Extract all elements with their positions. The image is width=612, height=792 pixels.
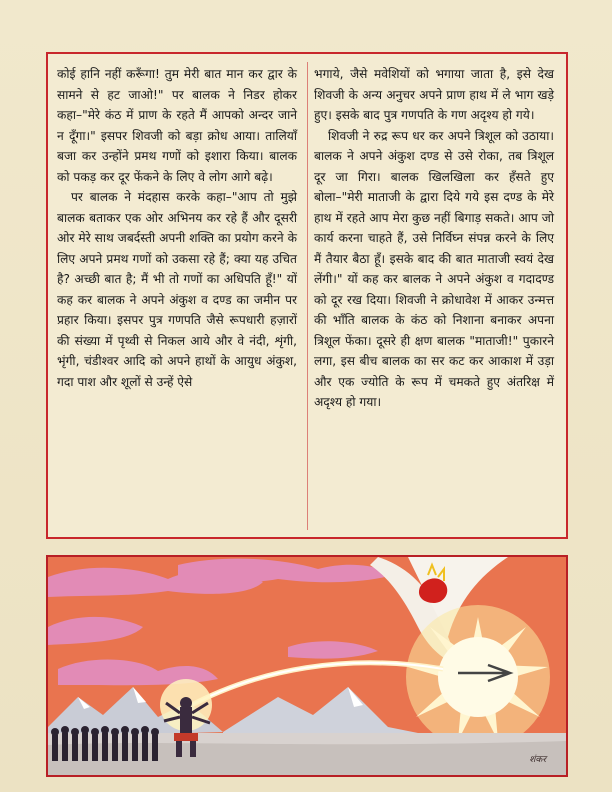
light-burst: [406, 605, 550, 749]
text-panel: [46, 52, 568, 539]
column-divider: [307, 62, 308, 530]
illustration-panel: [46, 555, 568, 777]
artist-signature: शंकर: [529, 755, 546, 765]
right-paragraph-1: भगाये, जैसे मवेशियों को भगाया जाता है, इसे देख शिवजी के अन्य अनुचर अपने प्राण हाथ में ले भाग खड़े हुए। इसके बाद पुत्र गणपति के गण अदृश्य हो गये।: [314, 67, 554, 122]
left-paragraph-2: पर बालक ने मंदहास करके कहा–"आप तो मुझे बालक बताकर एक ओर अभिनय कर रहे हैं और दूसरी ओर मेरे साथ जबर्दस्ती अपनी शक्ति का प्रयोग करने के लिए अपने प्रमथ गणों को उकसा रहे हैं; क्या यह उचित है? अच्छी बात है; मैं भी तो गणों का अधिपति हूँ!" यों कह कर बालक ने अपने अंकुश व दण्ड का जमीन पर प्रहार किया। इसपर पुत्र गणपति जैसे रूपधारी हज़ारों की संख्या में पृथ्वी से निकल आये और वे नंदी, शृंगी, भृंगी, चंडीश्वर आदि को अपने हाथों के आयुध अंकुश, गदा पाश और शूलों से उन्हें ऐसे: [57, 190, 297, 389]
left-paragraph-1: कोई हानि नहीं करूँगा! तुम मेरी बात मान कर द्वार के सामने से हट जाओ!" पर बालक ने निडर होकर कहा–"मेरे कंठ में प्राण के रहते मैं आपको अन्दर जाने न दूँगा।" इसपर शिवजी को बड़ा क्रोध आया। तालियाँ बजा कर उन्होंने प्रमथ गणों को इशारा किया। बालक को पकड़ कर दूर फेंकने के लिए वे लोग आगे बढ़े।: [57, 67, 297, 184]
right-paragraph-2: शिवजी ने रुद्र रूप धर कर अपने त्रिशूल को उठाया। बालक ने अपने अंकुश दण्ड से उसे रोका, तब त्रिशूल दूर जा गिरा। बालक खिलखिला कर हँसते हुए बोला–"मेरी माताजी के द्वारा दिये गये इस दण्ड के मेरे हाथ में रहते आप मेरा कुछ नहीं बिगाड़ सकते। आप जो कार्य करना चाहते हैं, उसे निर्विघ्न संपन्न करने के लिए मैं तैयार बैठा हूँ। इसके बाद की बात माताजी स्वयं देख लेंगी।" यों कह कर बालक ने अपने अंकुश व गदादण्ड को दूर रख दिया। शिवजी ने क्रोधावेश में आकर उन्मत्त की भाँति बालक के कंठ को निशाना बनाकर अपना त्रिशूल फेंका। दूसरे ही क्षण बालक "माताजी!" पुकारने लगा, इस बीच बालक का सर कट कर आकाश में उड़ा और एक ज्योति के रूप में चमकते हुए अंतरिक्ष में अदृश्य हो गया।: [314, 128, 554, 409]
left-column: [57, 64, 297, 392]
army-silhouettes: [51, 726, 159, 761]
right-column: [314, 64, 554, 413]
battle-scene: [48, 557, 566, 775]
